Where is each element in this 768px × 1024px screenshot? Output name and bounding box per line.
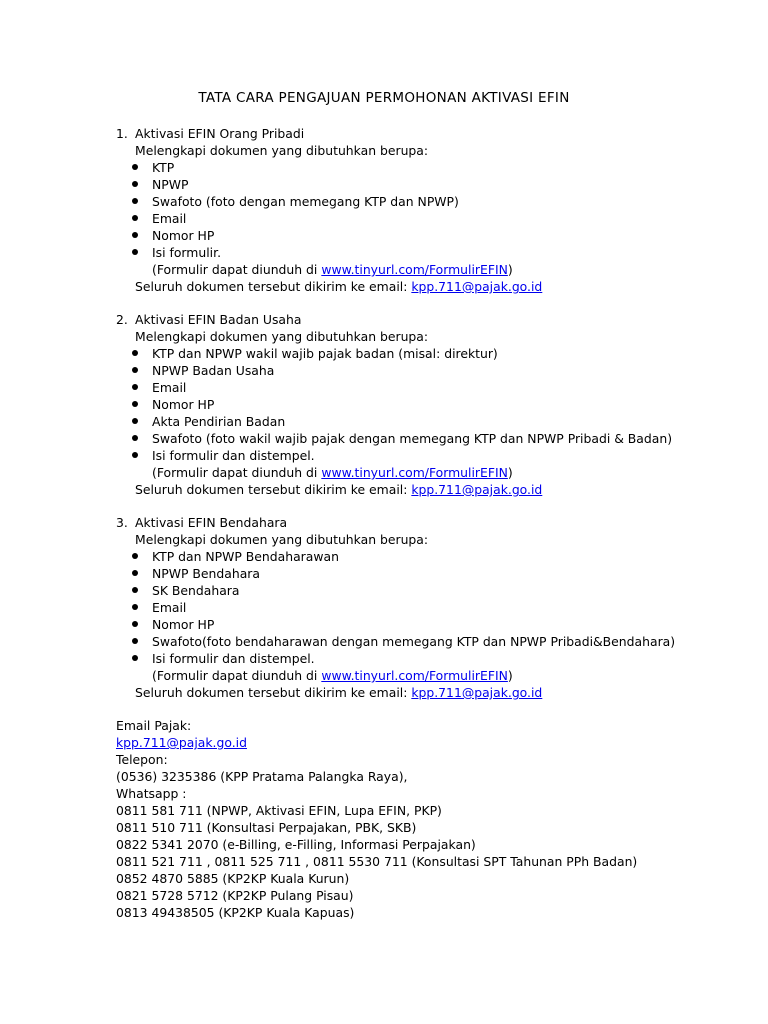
send-prefix: Seluruh dokumen tersebut dikirim ke email: [135,685,412,700]
list-item-text: Isi formulir dan distempel. [152,448,315,463]
bullet-icon [132,232,138,238]
bullet-icon [132,452,138,458]
list-item-text: Swafoto (foto dengan memegang KTP dan NPWP) [152,194,459,209]
bullet-icon [132,215,138,221]
form-note-prefix: (Formulir dapat diunduh di [152,262,322,277]
form-note-suffix: ) [507,668,513,683]
section-heading: Aktivasi EFIN Badan Usaha [135,312,302,327]
section-intro: Melengkapi dokumen yang dibutuhkan berupa: [135,329,429,344]
form-download-link[interactable]: www.tinyurl.com/FormulirEFIN [321,668,508,683]
list-item-text: Akta Pendirian Badan [152,414,286,429]
list-item-text: Nomor HP [152,397,215,412]
list-item [0,633,768,650]
list-item-text: Nomor HP [152,617,215,632]
bullet-icon [132,401,138,407]
list-item-text: Isi formulir dan distempel. [152,651,315,666]
list-item-text: Swafoto (foto wakil wajib pajak dengan memegang KTP dan NPWP Pribadi & Badan) [152,431,673,446]
form-note-prefix: (Formulir dapat diunduh di [152,668,322,683]
list-item-text: Nomor HP [152,228,215,243]
form-note-suffix: ) [507,262,513,277]
send-instruction [135,684,542,701]
form-note-prefix: (Formulir dapat diunduh di [152,465,322,480]
list-item [0,244,768,261]
bullet-icon [132,164,138,170]
contact-email-link[interactable]: kpp.711@pajak.go.id [116,735,247,750]
list-item [0,193,768,210]
list-item [0,413,768,430]
list-item-text: Email [152,380,187,395]
list-item-text: KTP [152,160,175,175]
form-download-note [152,667,513,684]
section-number: 1. [116,126,128,141]
list-item [0,176,768,193]
section-intro: Melengkapi dokumen yang dibutuhkan berupa: [135,532,429,547]
form-download-link[interactable]: www.tinyurl.com/FormulirEFIN [321,262,508,277]
send-prefix: Seluruh dokumen tersebut dikirim ke email: [135,279,412,294]
list-item-text: KTP dan NPWP Bendaharawan [152,549,339,564]
email-link[interactable]: kpp.711@pajak.go.id [411,279,543,294]
list-item-text: Email [152,600,187,615]
email-link[interactable]: kpp.711@pajak.go.id [411,685,543,700]
bullet-icon [132,621,138,627]
bullet-icon [132,570,138,576]
list-item-text: KTP dan NPWP wakil wajib pajak badan (misal: direktur) [152,346,498,361]
form-download-link[interactable]: www.tinyurl.com/FormulirEFIN [321,465,508,480]
send-prefix: Seluruh dokumen tersebut dikirim ke email: [135,482,412,497]
bullet-icon [132,604,138,610]
section-heading: Aktivasi EFIN Bendahara [135,515,288,530]
bullet-icon [132,198,138,204]
list-item-text: Email [152,211,187,226]
bullet-icon [132,553,138,559]
bullet-icon [132,350,138,356]
whatsapp-number: 0852 4870 5885 (KP2KP Kuala Kurun) [116,871,350,886]
list-item [0,582,768,599]
form-download-note [152,261,513,278]
section-heading: Aktivasi EFIN Orang Pribadi [135,126,305,141]
form-note-suffix: ) [507,465,513,480]
phone-label: Telepon: [116,752,168,767]
send-instruction [135,278,542,295]
bullet-icon [132,435,138,441]
bullet-icon [132,587,138,593]
bullet-icon [132,418,138,424]
whatsapp-number: 0811 521 711 , 0811 525 711 , 0811 5530 711 (Konsultasi SPT Tahunan PPh Badan) [116,854,638,869]
whatsapp-number: 0821 5728 5712 (KP2KP Pulang Pisau) [116,888,354,903]
whatsapp-number: 0822 5341 2070 (e-Billing, e-Filling, Informasi Perpajakan) [116,837,476,852]
list-item [0,210,768,227]
bullet-icon [132,249,138,255]
email-label: Email Pajak: [116,718,192,733]
page-title: TATA CARA PENGAJUAN PERMOHONAN AKTIVASI EFIN [198,90,570,106]
list-item-text: NPWP [152,177,189,192]
bullet-icon [132,181,138,187]
section-number: 2. [116,312,128,327]
section-number: 3. [116,515,128,530]
list-item [0,616,768,633]
send-instruction [135,481,542,498]
list-item [0,227,768,244]
list-item [0,345,768,362]
section-intro: Melengkapi dokumen yang dibutuhkan berupa: [135,143,429,158]
whatsapp-number: 0811 581 711 (NPWP, Aktivasi EFIN, Lupa EFIN, PKP) [116,803,442,818]
whatsapp-label: Whatsapp : [116,786,187,801]
whatsapp-number: 0811 510 711 (Konsultasi Perpajakan, PBK, SKB) [116,820,417,835]
list-item-text: NPWP Badan Usaha [152,363,275,378]
list-item-text: NPWP Bendahara [152,566,260,581]
bullet-icon [132,655,138,661]
list-item-text: SK Bendahara [152,583,240,598]
whatsapp-number: 0813 49438505 (KP2KP Kuala Kapuas) [116,905,355,920]
bullet-icon [132,367,138,373]
list-item [0,362,768,379]
list-item [0,599,768,616]
list-item [0,447,768,464]
list-item-text: Swafoto(foto bendaharawan dengan memegang KTP dan NPWP Pribadi&Bendahara) [152,634,676,649]
list-item-text: Isi formulir. [152,245,222,260]
list-item [0,548,768,565]
list-item [0,650,768,667]
bullet-icon [132,384,138,390]
list-item [0,396,768,413]
list-item [0,430,768,447]
list-item [0,379,768,396]
phone-number: (0536) 3235386 (KPP Pratama Palangka Raya), [116,769,408,784]
email-link[interactable]: kpp.711@pajak.go.id [411,482,543,497]
form-download-note [152,464,513,481]
list-item [0,565,768,582]
bullet-icon [132,638,138,644]
list-item [0,159,768,176]
